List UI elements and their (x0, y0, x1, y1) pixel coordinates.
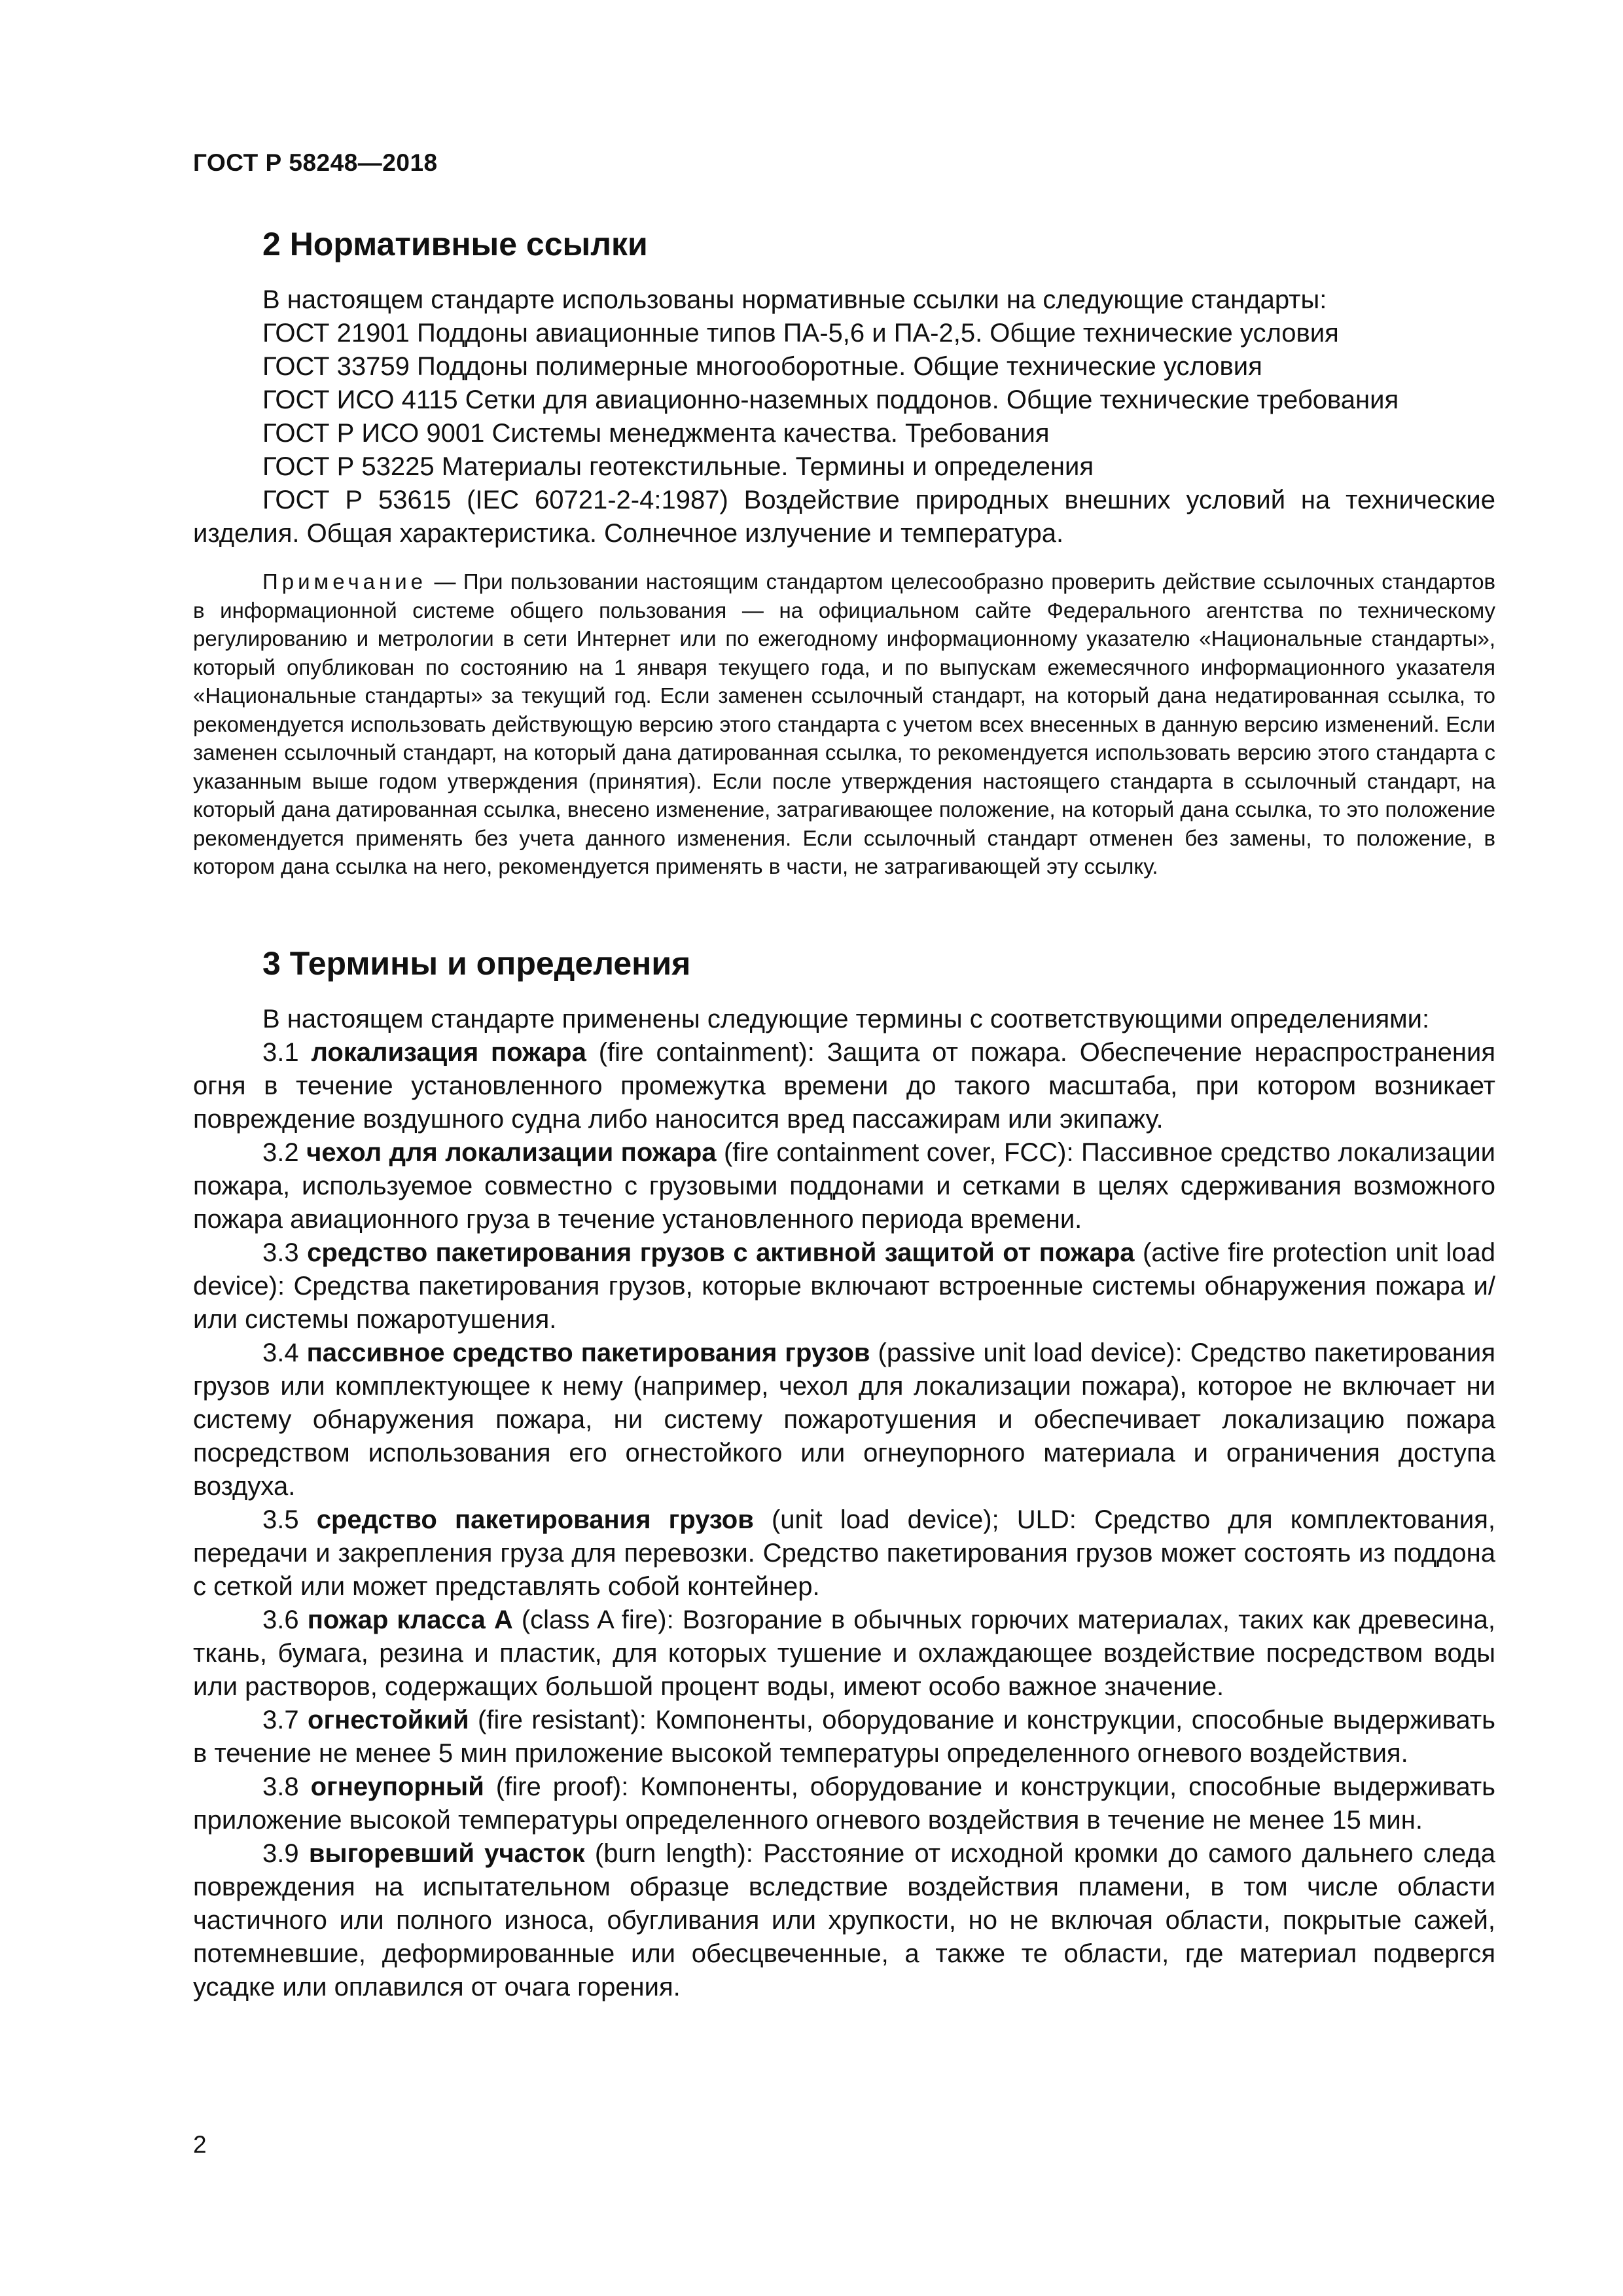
term-text: (unit load device); ULD: Средство для комплектования, передачи и закрепления груза для перевозки. Средство пакетирования грузов может состоять из поддона с сеткой или может представлять собой контейнер. (193, 1505, 1496, 1601)
term-definition (193, 1503, 1495, 1604)
term-number: 3.4 (262, 1338, 307, 1367)
reference-item: ГОСТ Р 53615 (IEC 60721-2-4:1987) Воздействие природных внешних условий на технические изделия. Общая характеристика. Солнечное излучение и температура. (193, 486, 1495, 548)
term-definition (193, 1770, 1495, 1837)
term-text: (burn length): Расстояние от исходной кромки до самого дальнего следа повреждения на испытательном образце вследствие воздействия пламени, в том числе области частичного или полного износа, обугливания или хрупкости, но не включая области, покрытые сажей, потемневшие, деформированные или обесцвеченные, а также те области, где материал подвергся усадке или оплавился от очага горения. (193, 1839, 1495, 2001)
reference-item: ГОСТ Р 53225 Материалы геотекстильные. Термины и определения (262, 452, 1094, 481)
reference-item: ГОСТ ИСО 4115 Сетки для авиационно-наземных поддонов. Общие технические требования (262, 386, 1399, 414)
term-name: чехол для локализации пожара (306, 1138, 717, 1167)
term-text: (fire containment): Защита от пожара. Обеспечение нераспространения огня в течение установленного промежутка времени до такого масштаба, при котором возникает повреждение воздушного судна либо наносится вред пассажирам или экипажу. (193, 1037, 1496, 1134)
term-definition (193, 1336, 1495, 1503)
term-number: 3.8 (262, 1772, 311, 1801)
term-number: 3.7 (262, 1705, 308, 1734)
term-text: (fire resistant): Компоненты, оборудование и конструкции, способные выдерживать в течение не менее 5 мин приложение высокой температуры определенного огневого воздействия. (193, 1705, 1495, 1768)
term-definition (193, 1136, 1495, 1236)
standard-designation-header: ГОСТ Р 58248—2018 (193, 149, 438, 176)
term-definition (193, 1704, 1495, 1770)
term-definition (193, 1837, 1495, 2004)
term-name: пожар класса А (307, 1605, 513, 1634)
term-number: 3.6 (262, 1605, 308, 1634)
page-content (193, 213, 1495, 2004)
section-2-intro: В настоящем стандарте использованы нормативные ссылки на следующие стандарты: (262, 285, 1327, 314)
note-label: Примечание (262, 569, 427, 594)
term-name: огнеупорный (310, 1772, 484, 1801)
section-3-heading: 3 Термины и определения (262, 944, 691, 982)
term-number: 3.9 (262, 1839, 309, 1868)
reference-item: ГОСТ Р ИСО 9001 Системы менеджмента качества. Требования (262, 419, 1050, 448)
term-text: (active fire protection unit load device): Средства пакетирования грузов, которые включают встроенные системы обнаружения пожара и/или системы пожаротушения. (193, 1238, 1496, 1334)
section-spacer (193, 881, 1495, 932)
term-definition (193, 1604, 1495, 1704)
term-text: (fire containment cover, FCC): Пассивное средство локализации пожара, используемое совместно с грузовыми поддонами и сетками в целях сдерживания возможного пожара авиационного груза в течение установленного периода времени. (193, 1138, 1496, 1234)
reference-item: ГОСТ 21901 Поддоны авиационные типов ПА-5,6 и ПА-2,5. Общие технические условия (262, 319, 1339, 348)
term-text: (class A fire): Возгорание в обычных горючих материалах, таких как древесина, ткань, бумага, резина и пластик, для которых тушение и охлаждающее воздействие посредством воды или растворов, содержащих большой процент воды, имеют особо важное значение. (193, 1605, 1495, 1701)
term-definition (193, 1036, 1495, 1136)
term-name: средство пакетирования грузов (316, 1505, 754, 1534)
term-number: 3.1 (262, 1037, 312, 1067)
note-paragraph (193, 567, 1495, 881)
reference-item: ГОСТ 33759 Поддоны полимерные многооборотные. Общие технические условия (262, 352, 1262, 381)
term-name: пассивное средство пакетирования грузов (306, 1338, 870, 1367)
term-number: 3.2 (262, 1138, 307, 1167)
term-name: локализация пожара (311, 1037, 586, 1067)
section-3-intro: В настоящем стандарте применены следующие термины с соответствующими определениями: (262, 1004, 1430, 1033)
term-name: огнестойкий (308, 1705, 469, 1734)
term-definition (193, 1236, 1495, 1336)
page-number: 2 (193, 2131, 207, 2158)
term-text: (passive unit load device): Средство пакетирования грузов или комплектующее к нему (например, чехол для локализации пожара), которое не включает ни систему обнаружения пожара, ни систему пожаротушения и обеспечивает локализацию пожара посредством использования его огнестойкого или огнеупорного материала и ограничения доступа воздуха. (193, 1338, 1495, 1501)
term-name: средство пакетирования грузов с активной защитой от пожара (307, 1238, 1135, 1267)
term-number: 3.3 (262, 1238, 308, 1267)
term-text: (fire proof): Компоненты, оборудование и конструкции, способные выдерживать приложение высокой температуры определенного огневого воздействия в течение не менее 15 мин. (193, 1772, 1495, 1835)
section-2-heading: 2 Нормативные ссылки (262, 226, 648, 262)
term-number: 3.5 (262, 1505, 317, 1534)
term-name: выгоревший участок (308, 1839, 585, 1868)
note-text: — При пользовании настоящим стандартом целесообразно проверить действие ссылочных стандартов в информационной системе общего пользования — на официальном сайте Федерального агентства по техническому регулированию и метрологии в сети Интернет или по ежегодному информационному указателю «Национальные стандарты», который опубликован по состоянию на 1 января текущего года, и по выпускам ежемесячного информационного указателя «Национальные стандарты» за текущий год. Если заменен ссылочный стандарт, на который дана недатированная ссылка, то рекомендуется использовать действующую версию этого стандарта с учетом всех внесенных в данную версию изменений. Если заменен ссылочный стандарт, на который дана датированная ссылка, то рекомендуется использовать версию этого стандарта с указанным выше годом утверждения (принятия). Если после утверждения настоящего стандарта в ссылочный стандарт, на который дана датированная ссылка, внесено изменение, затрагивающее положение, на который дана ссылка, то это положение рекомендуется применять без учета данного изменения. Если ссылочный стандарт отменен без замены, то положение, в котором дана ссылка на него, рекомендуется применять в части, не затрагивающей эту ссылку. (193, 569, 1495, 878)
